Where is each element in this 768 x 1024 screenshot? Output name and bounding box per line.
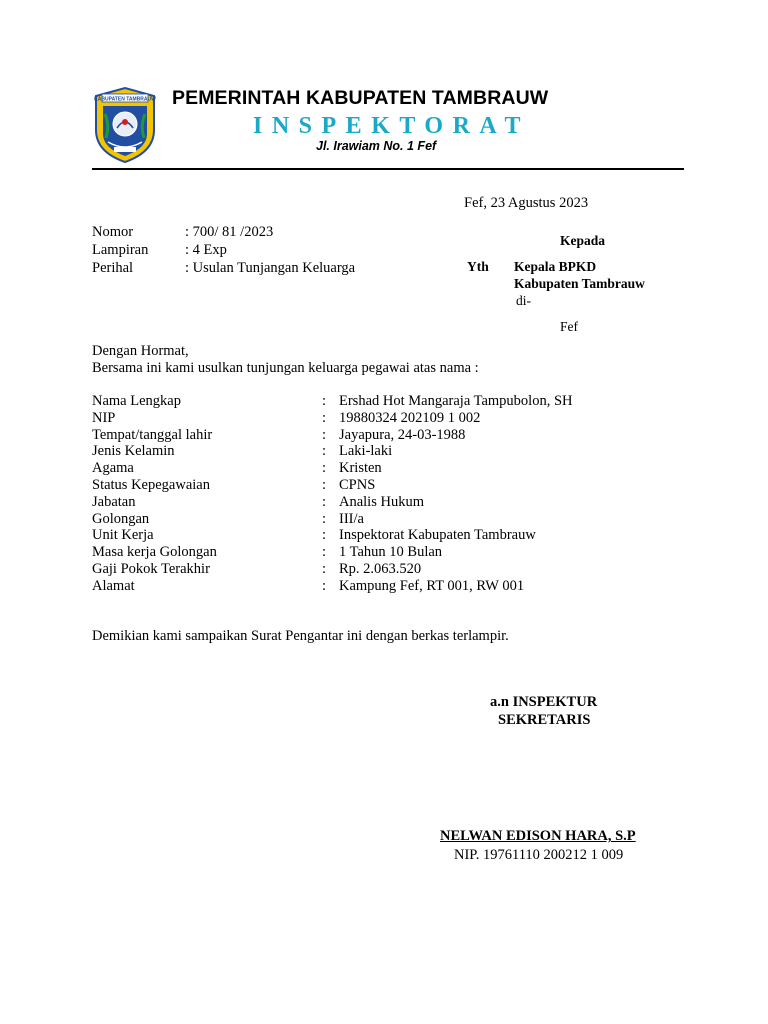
ref-value-lampiran: : 4 Exp <box>185 242 227 258</box>
detail-value: Laki-laki <box>339 443 393 460</box>
detail-value: Kristen <box>339 460 382 477</box>
detail-label: Nama Lengkap <box>92 393 181 409</box>
detail-value: Inspektorat Kabupaten Tambrauw <box>339 527 536 544</box>
detail-value: Rp. 2.063.520 <box>339 561 422 577</box>
signature-on-behalf: a.n INSPEKTUR <box>490 694 598 710</box>
greeting: Dengan Hormat, <box>92 343 189 359</box>
detail-separator: : <box>322 426 327 443</box>
detail-separator: : <box>322 493 327 510</box>
signature-role: SEKRETARIS <box>498 712 591 728</box>
institution-title: INSPEKTORAT <box>253 113 530 139</box>
detail-label: NIP <box>92 409 116 426</box>
detail-value: Ershad Hot Mangaraja Tampubolon, SH <box>339 393 573 409</box>
detail-separator: : <box>322 527 327 544</box>
signer-nip: NIP. 19761110 200212 1 009 <box>454 847 624 863</box>
detail-label: Tempat/tanggal lahir <box>92 426 213 443</box>
detail-value: CPNS <box>339 477 376 493</box>
detail-separator: : <box>322 460 327 477</box>
signer-name: NELWAN EDISON HARA, S.P <box>440 828 636 844</box>
detail-value: Kampung Fef, RT 001, RW 001 <box>339 577 525 594</box>
detail-label: Status Kepegawaian <box>92 477 210 493</box>
addressee-line-2: Kabupaten Tambrauw <box>514 276 645 291</box>
detail-separator: : <box>322 510 327 527</box>
detail-label: Agama <box>92 460 134 477</box>
detail-separator: : <box>322 577 327 594</box>
addressee-kepada: Kepada <box>560 233 606 248</box>
detail-separator: : <box>322 409 327 426</box>
regency-emblem-logo <box>92 86 158 164</box>
ref-value-nomor: : 700/ 81 /2023 <box>185 224 274 240</box>
detail-label: Masa kerja Golongan <box>92 544 217 561</box>
detail-label: Gaji Pokok Terakhir <box>92 561 210 577</box>
detail-separator: : <box>322 561 327 577</box>
detail-label: Jabatan <box>92 493 136 510</box>
header-divider <box>92 168 684 170</box>
detail-value: Jayapura, 24-03-1988 <box>339 426 466 443</box>
detail-label: Jenis Kelamin <box>92 443 175 460</box>
detail-separator: : <box>322 443 327 460</box>
detail-value: 1 Tahun 10 Bulan <box>339 544 443 561</box>
ref-value-perihal: : Usulan Tunjangan Keluarga <box>185 260 356 276</box>
government-title: PEMERINTAH KABUPATEN TAMBRAUW <box>172 87 549 109</box>
detail-separator: : <box>322 477 327 493</box>
detail-value: III/a <box>339 510 364 527</box>
institution-address: Jl. Irawiam No. 1 Fef <box>316 139 437 153</box>
detail-value: Analis Hukum <box>339 493 424 510</box>
addressee-line-1: Kepala BPKD <box>514 259 597 274</box>
ref-label-perihal: Perihal <box>92 260 134 276</box>
addressee-di: di- <box>516 293 531 308</box>
letter-date: Fef, 23 Agustus 2023 <box>464 195 589 211</box>
closing-text: Demikian kami sampaikan Surat Pengantar ini dengan berkas terlampir. <box>92 628 509 644</box>
detail-label: Alamat <box>92 577 135 594</box>
detail-value: 19880324 202109 1 002 <box>339 409 481 426</box>
ref-label-nomor: Nomor <box>92 224 134 240</box>
detail-label: Unit Kerja <box>92 527 154 544</box>
detail-separator: : <box>322 393 327 409</box>
detail-separator: : <box>322 544 327 561</box>
addressee-yth: Yth <box>467 259 489 274</box>
logo-banner-text: KABUPATEN TAMBRAUW <box>94 96 156 103</box>
ref-label-lampiran: Lampiran <box>92 242 149 258</box>
intro-text: Bersama ini kami usulkan tunjungan keluarga pegawai atas nama : <box>92 360 479 376</box>
addressee-place: Fef <box>560 319 578 334</box>
detail-label: Golongan <box>92 510 150 527</box>
